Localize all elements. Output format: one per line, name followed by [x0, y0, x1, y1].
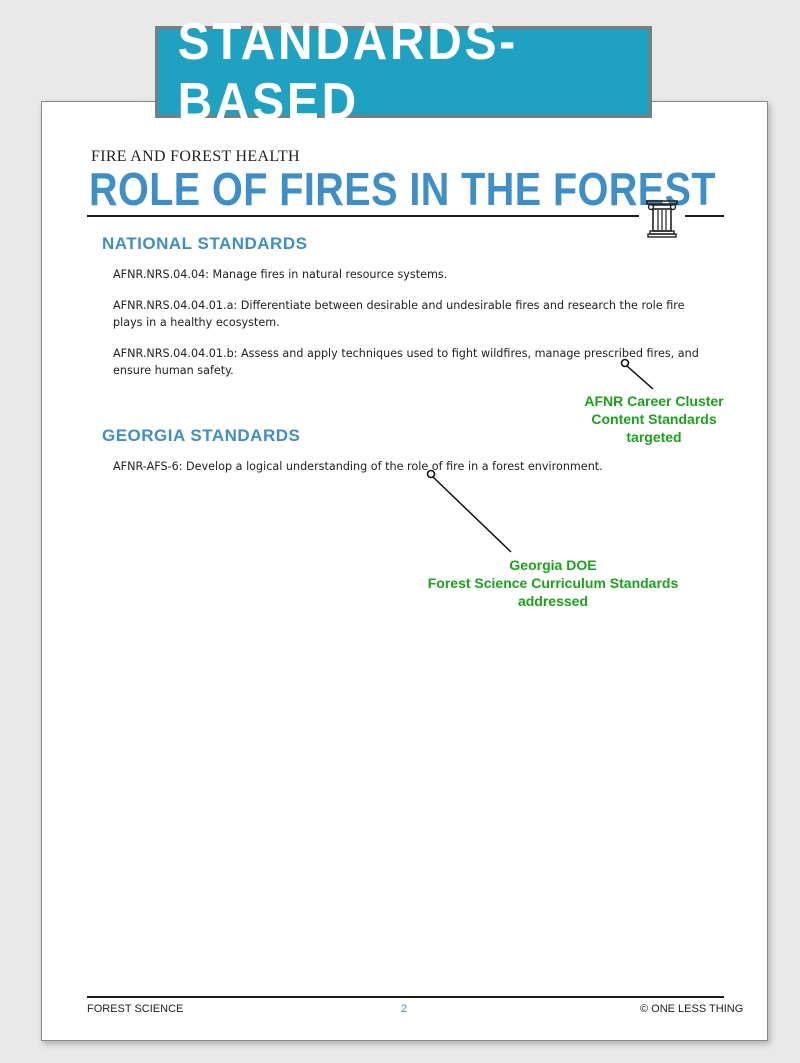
annotation-line: Content Standards — [591, 411, 717, 427]
georgia-annotation — [398, 556, 708, 610]
footer-rule — [87, 996, 724, 998]
lesson-title: ROLE OF FIRES IN THE FOREST — [89, 163, 717, 215]
footer-copyright: © ONE LESS THING — [640, 1003, 744, 1015]
title-rule-left — [87, 215, 639, 217]
annotation-line: targeted — [626, 429, 682, 445]
annotation-line: AFNR Career Cluster — [584, 393, 724, 409]
footer-page-number: 2 — [401, 1003, 408, 1015]
national-standard-item: AFNR.NRS.04.04: Manage fires in natural resource systems. — [113, 268, 448, 281]
pillar-icon — [645, 197, 679, 239]
georgia-standard-item: AFNR-AFS-6: Develop a logical understanding of the role of fire in a forest environment. — [113, 460, 603, 473]
title-rule-right — [685, 215, 724, 217]
national-standard-item: AFNR.NRS.04.04.01.a: Differentiate between desirable and undesirable fires and research the role fire plays in a healthy ecosystem. — [113, 299, 685, 329]
annotation-line: Georgia DOE — [509, 557, 597, 573]
georgia-standards-heading: GEORGIA STANDARDS — [102, 426, 301, 445]
footer-course: FOREST SCIENCE — [87, 1003, 184, 1015]
banner-label: STANDARDS-BASED — [177, 13, 518, 131]
lesson-subject: FIRE AND FOREST HEALTH — [91, 148, 300, 165]
national-standards-heading: NATIONAL STANDARDS — [102, 234, 308, 253]
afnr-annotation — [574, 392, 734, 446]
standards-banner — [155, 13, 652, 131]
annotation-line: Forest Science Curriculum Standards addressed — [427, 575, 679, 609]
national-standard-item: AFNR.NRS.04.04.01.b: Assess and apply techniques used to fight wildfires, manage prescribed fires, and ensure human safety. — [113, 347, 699, 377]
